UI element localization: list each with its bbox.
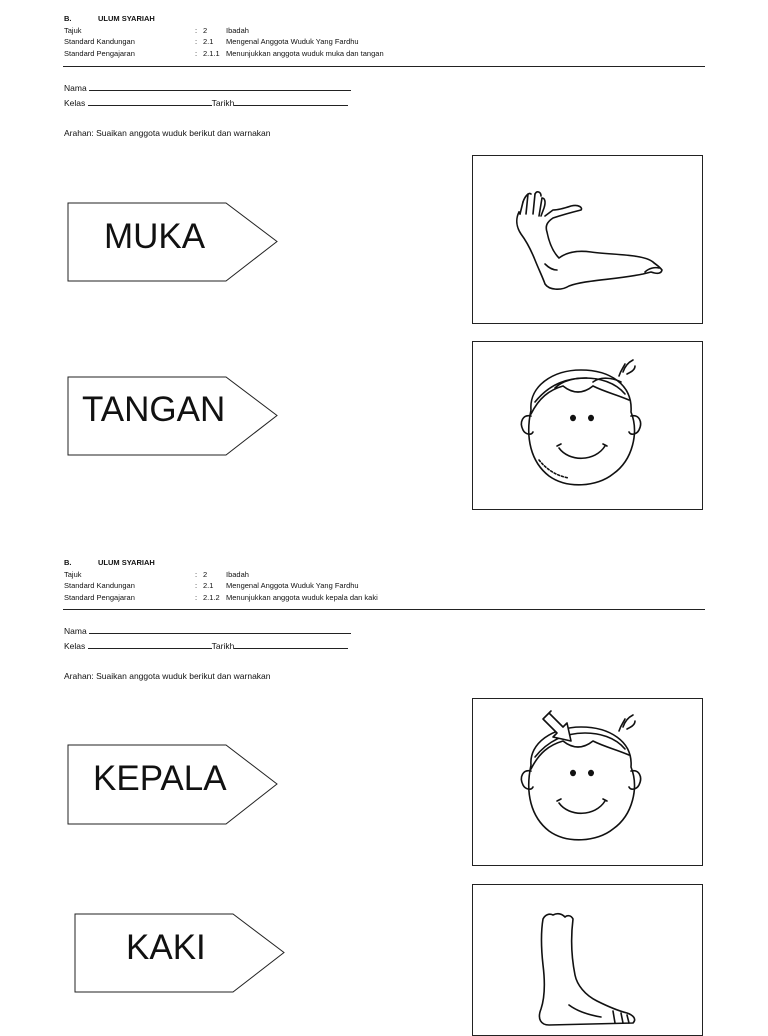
nama-field[interactable] — [64, 82, 351, 93]
word-arrow-kepala[interactable] — [67, 744, 279, 825]
tarikh-blank[interactable] — [234, 97, 348, 106]
kelas-blank[interactable] — [88, 97, 212, 106]
header-divider — [63, 609, 705, 610]
kelas-field[interactable] — [64, 97, 348, 108]
instruction: Arahan: Suaikan anggota wuduk berikut dan warnakan — [64, 128, 271, 138]
section-letter: B. — [64, 14, 72, 23]
picture-box-face[interactable] — [472, 341, 703, 510]
tarikh-label: Tarikh — [211, 641, 235, 651]
section-title: ULUM SYARIAH — [98, 558, 155, 567]
nama-blank[interactable] — [89, 82, 351, 91]
kelas-label: Kelas — [64, 98, 86, 108]
nama-label: Nama — [64, 626, 87, 636]
head-with-arrow-icon — [473, 699, 702, 865]
word-arrow-muka[interactable] — [67, 202, 279, 282]
section-title: ULUM SYARIAH — [98, 14, 155, 23]
tarikh-blank[interactable] — [234, 640, 348, 649]
picture-box-head[interactable] — [472, 698, 703, 866]
word-label: MUKA — [104, 217, 206, 256]
word-arrow-tangan[interactable] — [67, 376, 279, 456]
face-icon — [473, 342, 702, 509]
nama-blank[interactable] — [89, 625, 351, 634]
kelas-label: Kelas — [64, 641, 86, 651]
kelas-blank[interactable] — [88, 640, 212, 649]
tarikh-label: Tarikh — [211, 98, 235, 108]
header-divider — [63, 66, 705, 67]
nama-field[interactable] — [64, 625, 351, 636]
word-label: KAKI — [126, 928, 206, 967]
word-arrow-kaki[interactable] — [74, 913, 286, 993]
foot-icon — [473, 885, 702, 1035]
nama-label: Nama — [64, 83, 87, 93]
worksheet-2: B. ULUM SYARIAH Tajuk : 2 Ibadah Standard Kandungan : 2.1 Mengenal Anggota Wuduk Yang Fardhu Standard Pengajaran : 2.1.2 Menunjukkan anggota wuduk kepala dan kaki Nama Kelas Tarikh Arahan: Suaikan anggota wuduk berikut dan warnakan KEPALA KAKI — [0, 544, 768, 1024]
word-label: KEPALA — [93, 759, 227, 798]
word-label: TANGAN — [82, 390, 226, 429]
picture-box-foot[interactable] — [472, 884, 703, 1036]
arm-icon — [473, 156, 702, 323]
instruction: Arahan: Suaikan anggota wuduk berikut dan warnakan — [64, 671, 271, 681]
section-letter: B. — [64, 558, 72, 567]
picture-box-arm[interactable] — [472, 155, 703, 324]
kelas-field[interactable] — [64, 640, 348, 651]
worksheet-1: B. ULUM SYARIAH Tajuk : 2 Ibadah Standard Kandungan : 2.1 Mengenal Anggota Wuduk Yang Fardhu Standard Pengajaran : 2.1.1 Menunjukkan anggota wuduk muka dan tangan Nama Kelas Tarikh Arahan: Suaikan anggota wuduk berikut dan warnakan MUKA TANGAN — [0, 0, 768, 545]
